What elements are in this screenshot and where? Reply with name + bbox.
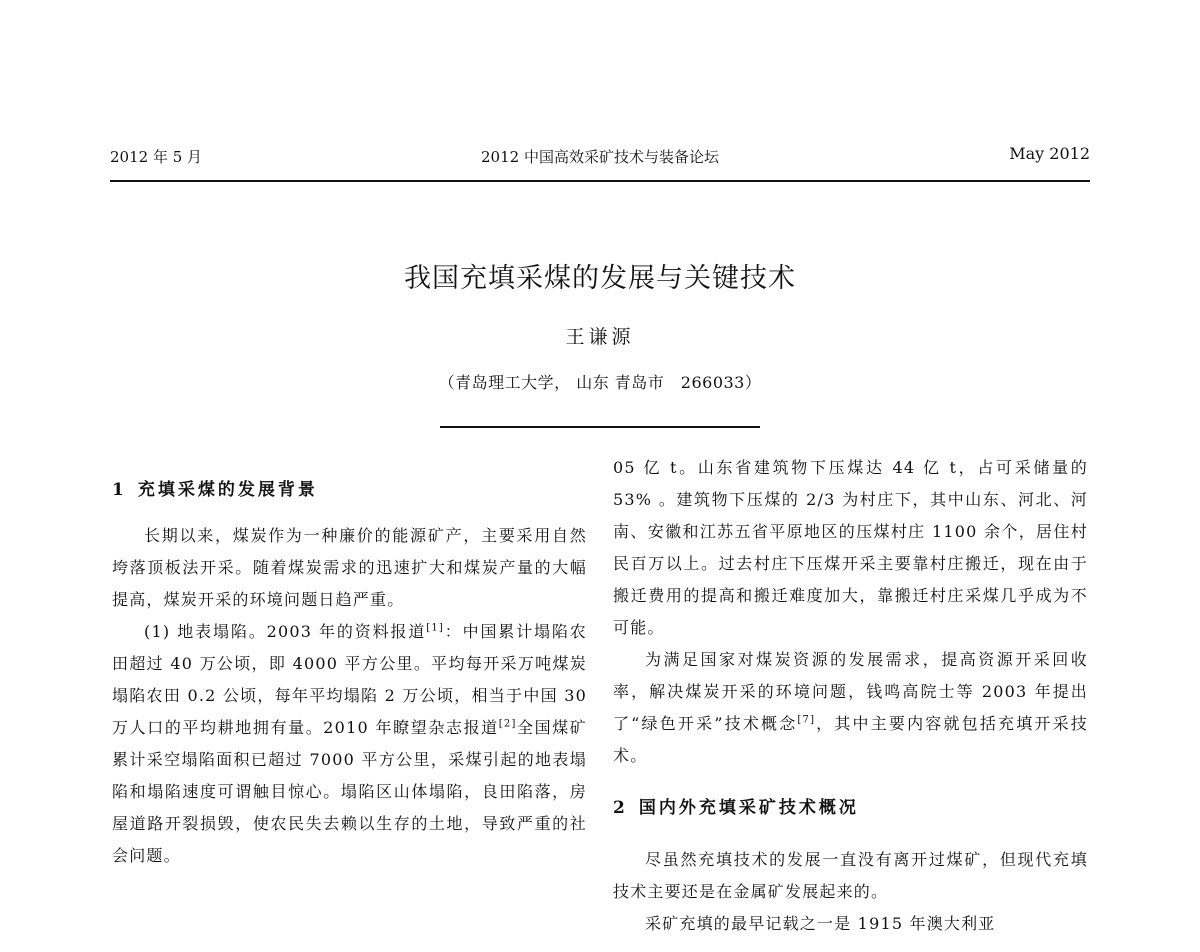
author-affiliation: （青岛理工大学， 山东 青岛市 266033） bbox=[438, 373, 762, 392]
paragraph-text: 全国煤矿累计采空塌陷面积已超过 7000 平方公里，采煤引起的地表塌陷和塌陷速度可谓触目惊心。塌陷区山体塌陷，良田陷落，房屋道路开裂损毁，使农民失去赖以生存的土地，导致严重的社会问题。 bbox=[112, 718, 587, 865]
paragraph-text: ：中国累计塌陷农田超过 40 万公顷，即 4000 平方公里。平均每开采万吨煤炭塌陷农田 0.2 公顷，每年平均塌陷 2 万公顷，相当于中国 30 万人口的平均耕地拥有量。2010 年瞭望杂志报道 bbox=[112, 622, 587, 737]
paragraph-text: ，其中主要内容就包括充填开采技术。 bbox=[613, 714, 1088, 765]
header-date-cn: 2012 年 5 月 bbox=[110, 148, 203, 166]
header-rule bbox=[110, 180, 1090, 182]
title-divider bbox=[440, 426, 760, 428]
citation-ref[interactable]: [1] bbox=[426, 622, 445, 634]
right-column bbox=[613, 452, 1088, 940]
section-heading-1 bbox=[112, 474, 587, 506]
paragraph-continued: 05 亿 t。山东省建筑物下压煤达 44 亿 t，占可采储量的 53% 。建筑物下压煤的 2/3 为村庄下，其中山东、河北、河南、安徽和江苏五省平原地区的压煤村庄 1100 余个，居住村民百万以上。过去村庄下压煤开采主要靠村庄搬迁，现在由于搬迁费用的提高和搬迁难度加大，靠搬迁村庄采煤几乎成为不可能。 bbox=[613, 458, 1088, 637]
paragraph-overview: 尽虽然充填技术的发展一直没有离开过煤矿，但现代充填技术主要还是在金属矿发展起来的。 bbox=[613, 850, 1088, 901]
article-title: 我国充填采煤的发展与关键技术 bbox=[404, 263, 796, 294]
paragraph-text: 为满足国家对煤炭资源的发展需求，提高资源开采回收率，解决煤炭开采的环境问题，钱鸣高院士等 2003 年提出了“绿色开采”技术概念 bbox=[613, 650, 1088, 733]
citation-ref[interactable]: [2] bbox=[498, 718, 517, 730]
paragraph-text: (1) 地表塌陷。2003 年的资料报道 bbox=[144, 622, 427, 641]
section-number: 2 bbox=[613, 798, 625, 818]
paragraph-intro: 长期以来，煤炭作为一种廉价的能源矿产，主要采用自然垮落顶板法开采。随着煤炭需求的迅速扩大和煤炭产量的大幅提高，煤炭开采的环境问题日趋严重。 bbox=[112, 526, 587, 609]
section-heading-2 bbox=[613, 792, 1088, 824]
paragraph-earliest-record: 采矿充填的最早记载之一是 1915 年澳大利亚 bbox=[645, 914, 996, 933]
header-date-en: May 2012 bbox=[1009, 144, 1090, 163]
section-number: 1 bbox=[112, 480, 124, 500]
header-conference-name: 2012 中国高效采矿技术与装备论坛 bbox=[481, 148, 719, 166]
left-column bbox=[112, 474, 587, 872]
section-title: 充填采煤的发展背景 bbox=[137, 480, 318, 500]
paragraph-green-mining bbox=[613, 644, 1088, 772]
running-header bbox=[110, 146, 1090, 170]
paragraph-subsidence bbox=[112, 616, 587, 872]
author-name: 王谦源 bbox=[565, 326, 635, 348]
section-title: 国内外充填采矿技术概况 bbox=[638, 798, 859, 818]
citation-ref[interactable]: [7] bbox=[797, 714, 816, 726]
